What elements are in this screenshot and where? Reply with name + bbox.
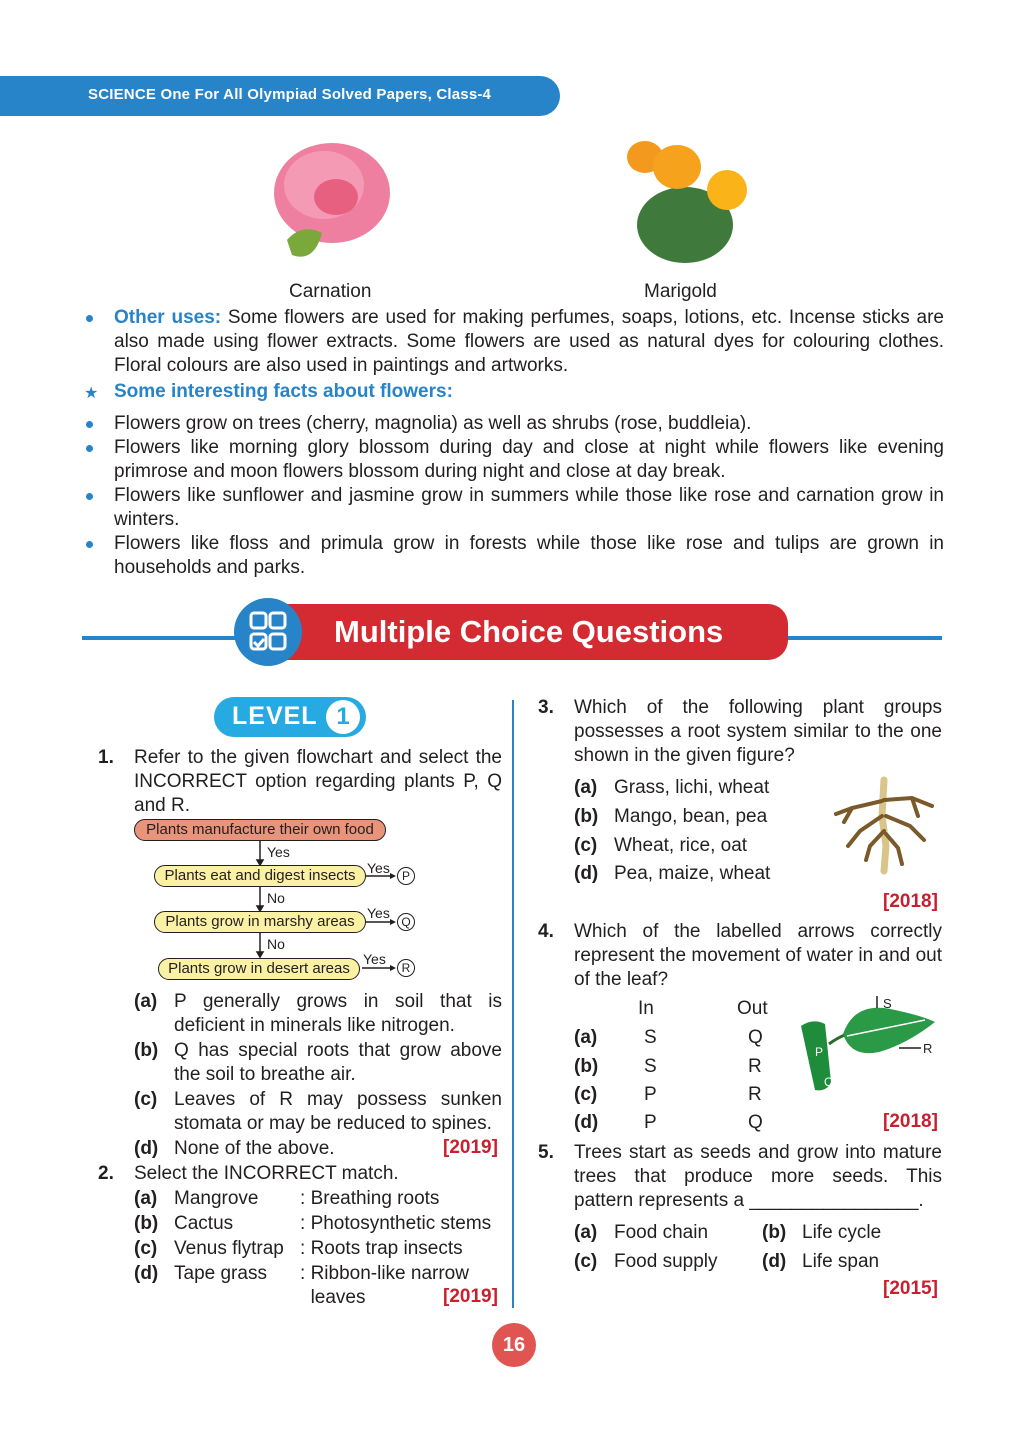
- arrow-right-icon: [366, 870, 398, 882]
- option-c: (c) Venus flytrap : Roots trap insects: [134, 1238, 463, 1259]
- option-b: (b) Life cycle: [762, 1222, 882, 1243]
- question-2: 2. Select the INCORRECT match.: [98, 1162, 502, 1186]
- bullet-icon: [86, 445, 93, 452]
- question-1: 1. Refer to the given flowchart and select the INCORRECT option regarding plants P, Q and R.: [98, 747, 502, 816]
- label-s: S: [883, 996, 892, 1011]
- other-uses-text: Some flowers are used for making perfumes, soaps, lotions, etc. Incense sticks are also made using flower extracts. Some flowers are used as natural dyes for colouring clothes. Floral colours are also used in paintings and artworks.: [114, 307, 944, 376]
- column-divider: [512, 700, 514, 1308]
- arrow-right-icon: [362, 962, 398, 974]
- question-3: 3. Which of the following plant groups possesses a root system similar to the one shown in the given figure?: [538, 697, 942, 766]
- other-uses-item: [86, 306, 944, 378]
- star-icon: ★: [84, 385, 99, 402]
- fact-item: Flowers like sunflower and jasmine grow in summers while those like rose and carnation grow in winters.: [86, 484, 944, 532]
- other-uses-label: Other uses:: [114, 307, 222, 328]
- level-badge: LEVEL 1: [214, 697, 366, 737]
- option-b: (b) Cactus : Photosynthetic stems: [134, 1213, 492, 1234]
- flowchart-step: Plants eat and digest insects: [154, 865, 366, 887]
- facts-heading: Some interesting facts about flowers:: [114, 381, 453, 402]
- option-c: (c) Wheat, rice, oat: [574, 835, 748, 856]
- fact-item: Flowers grow on trees (cherry, magnolia) as well as shrubs (rose, buddleia).: [86, 412, 944, 436]
- flowchart-result: Q: [397, 913, 415, 931]
- arrow-right-icon: [366, 916, 398, 928]
- label-q: Q: [824, 1075, 834, 1089]
- bullet-icon: [86, 315, 93, 322]
- fact-item: Flowers like floss and primula grow in forests while those like rose and tulips are grown in households and parks.: [86, 532, 944, 580]
- year-tag: [2019]: [443, 1286, 498, 1307]
- carnation-caption: Carnation: [289, 281, 372, 302]
- bullet-icon: [86, 421, 93, 428]
- section-rule-left: [82, 636, 252, 640]
- question-text: Trees start as seeds and grow into mature trees that produce more seeds. This pattern represents a ________________.: [574, 1142, 942, 1211]
- flowchart-step: Plants grow in desert areas: [158, 958, 360, 980]
- section-banner: [280, 604, 788, 660]
- question-text: Select the INCORRECT match.: [134, 1163, 399, 1184]
- column-out-header: Out: [737, 998, 768, 1019]
- option-c: (c) Food supply: [574, 1251, 718, 1272]
- option-d: (d) Pea, maize, wheat: [574, 863, 771, 884]
- level-number: 1: [326, 700, 360, 734]
- header-title: SCIENCE One For All Olympiad Solved Papers, Class-4: [88, 86, 492, 103]
- bullet-icon: [86, 541, 93, 548]
- label-p: P: [815, 1045, 824, 1059]
- fact-item: Flowers like morning glory blossom during day and close at night while flowers like evening primrose and moon flowers blossom during night and close at day break.: [86, 436, 944, 484]
- option-d: (d) Tape grass : Ribbon-like narrow leaves: [134, 1263, 469, 1308]
- leaf-diagram: [795, 994, 945, 1099]
- page-number: 16: [492, 1323, 536, 1367]
- question-text: Refer to the given flowchart and select the INCORRECT option regarding plants P, Q and R.: [134, 747, 502, 816]
- option-a: (a) Food chain: [574, 1222, 709, 1243]
- flowchart-step: Plants grow in marshy areas: [154, 911, 366, 933]
- option-a: (a) P generally grows in soil that is deficient in minerals like nitrogen.: [134, 991, 502, 1036]
- bullet-icon: [86, 493, 93, 500]
- label-r: R: [923, 1041, 933, 1056]
- carnation-image: [262, 135, 402, 265]
- option-d: (d) P Q: [574, 1112, 763, 1133]
- option-a: (a) Mangrove : Breathing roots: [134, 1188, 440, 1209]
- flowchart-start: Plants manufacture their own food: [134, 819, 386, 841]
- option-a: (a) Grass, lichi, wheat: [574, 777, 770, 798]
- year-tag: [2019]: [443, 1137, 498, 1158]
- marigold-caption: Marigold: [644, 281, 717, 302]
- year-tag: [2015]: [883, 1278, 938, 1299]
- year-tag: [2018]: [883, 1111, 938, 1132]
- column-in-header: In: [638, 998, 654, 1019]
- question-4: 4. Which of the labelled arrows correctly represent the movement of water in and out of the leaf?: [538, 921, 942, 990]
- marigold-image: [615, 135, 755, 265]
- taproot-image: [832, 776, 942, 876]
- option-c: (c) P R: [574, 1084, 762, 1105]
- flowchart-result: P: [397, 867, 415, 885]
- option-c: (c) Leaves of R may possess sunken stomata or may be reduced to spines.: [134, 1089, 502, 1134]
- option-b: (b) Q has special roots that grow above the soil to breathe air.: [134, 1040, 502, 1085]
- question-5: 5. Trees start as seeds and grow into mature trees that produce more seeds. This pattern represents a ________________.: [538, 1142, 942, 1211]
- section-title: Multiple Choice Questions: [334, 614, 724, 649]
- option-d: (d) Life span: [762, 1251, 880, 1272]
- flowchart-result: R: [397, 959, 415, 977]
- option-b: (b) S R: [574, 1056, 762, 1077]
- section-rule-right: [780, 636, 942, 640]
- option-a: (a) S Q: [574, 1027, 763, 1048]
- question-text: Which of the following plant groups possesses a root system similar to the one shown in the given figure?: [574, 697, 942, 766]
- year-tag: [2018]: [883, 891, 938, 912]
- option-d: (d) None of the above.: [134, 1138, 335, 1159]
- checklist-icon: [234, 598, 302, 666]
- question-text: Which of the labelled arrows correctly represent the movement of water in and out of the leaf?: [574, 921, 942, 990]
- option-b: (b) Mango, bean, pea: [574, 806, 768, 827]
- running-header: [0, 76, 560, 116]
